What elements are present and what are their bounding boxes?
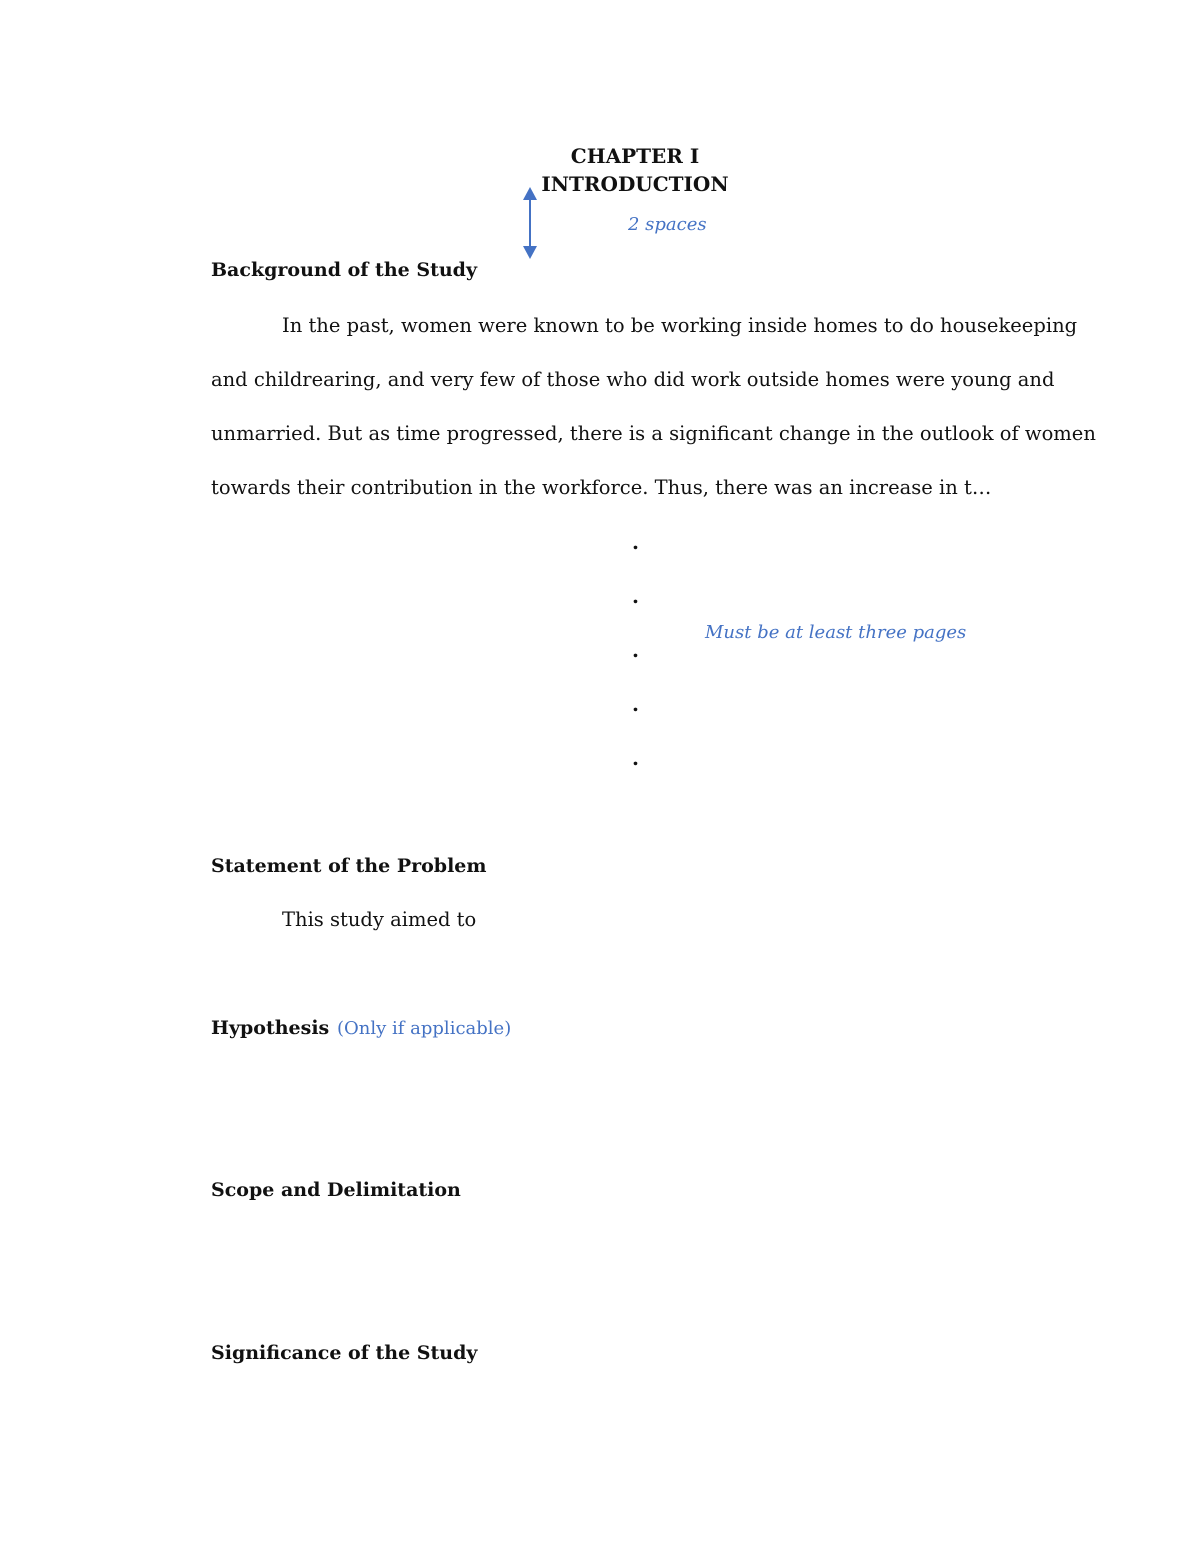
scope-heading: Scope and Delimitation bbox=[211, 1179, 461, 1201]
chapter-number: CHAPTER I bbox=[570, 144, 700, 168]
significance-heading: Significance of the Study bbox=[211, 1342, 478, 1364]
ellipsis-dot: . bbox=[632, 530, 639, 554]
ellipsis-dot: . bbox=[632, 638, 639, 662]
spacing-note: 2 spaces bbox=[628, 214, 707, 235]
background-heading: Background of the Study bbox=[211, 259, 477, 281]
hypothesis-note: (Only if applicable) bbox=[337, 1018, 512, 1039]
ellipsis-dot: . bbox=[632, 746, 639, 770]
background-line-3: unmarried. But as time progressed, there is a significant change in the outlook of women bbox=[211, 422, 1096, 445]
problem-text: This study aimed to bbox=[282, 908, 477, 931]
background-line-4: towards their contribution in the workforce. Thus, there was an increase in t… bbox=[211, 476, 992, 499]
double-arrow-icon bbox=[519, 187, 541, 261]
problem-heading: Statement of the Problem bbox=[211, 855, 487, 877]
hypothesis-heading: Hypothesis bbox=[211, 1017, 330, 1039]
length-note: Must be at least three pages bbox=[705, 622, 967, 643]
ellipsis-dot: . bbox=[632, 692, 639, 716]
background-line-1: In the past, women were known to be working inside homes to do housekeeping bbox=[282, 314, 1078, 337]
chapter-title: INTRODUCTION bbox=[541, 172, 729, 196]
ellipsis-dot: . bbox=[632, 584, 639, 608]
background-line-2: and childrearing, and very few of those who did work outside homes were young and bbox=[211, 368, 1055, 391]
